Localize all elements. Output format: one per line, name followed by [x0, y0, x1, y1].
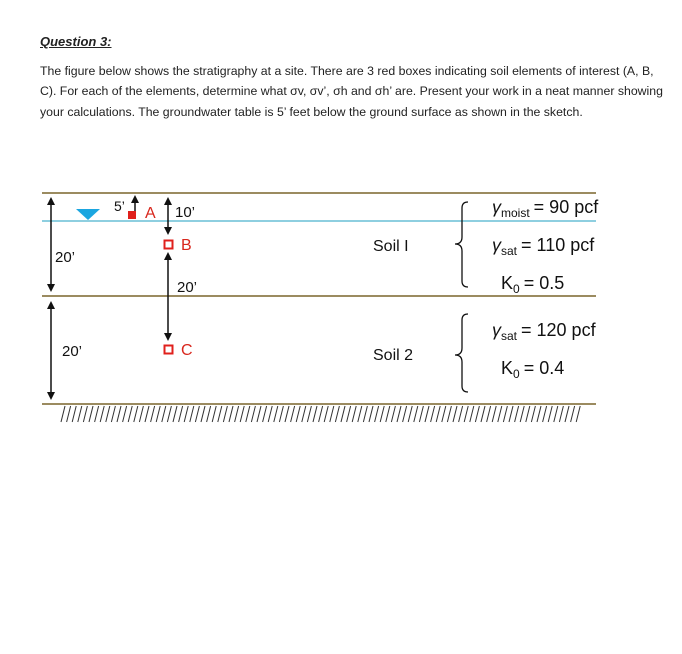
- element-a-box: [128, 211, 136, 219]
- hatch-line: [201, 406, 205, 422]
- hatch-line: [324, 406, 328, 422]
- hatch-line: [263, 406, 267, 422]
- element-a-label: A: [145, 205, 156, 222]
- element-c-box: [165, 346, 173, 354]
- hatch-line: [139, 406, 143, 422]
- question-text: The figure below shows the stratigraphy at a site. There are 3 red boxes indicating soil elements of interest (A, B, C). For each of the elements, determine what σv, σv’, σh and σh’ are. Present your work in a neat manner showing your calculations. The groundwater table is 5’ feet below the ground surface as shown in the sketch.: [40, 64, 663, 119]
- hatch-line: [431, 406, 435, 422]
- hatch-line: [453, 406, 457, 422]
- hatch-line: [565, 406, 569, 422]
- hatch-line: [408, 406, 412, 422]
- hatch-line: [285, 406, 289, 422]
- hatch-line: [363, 406, 367, 422]
- hatch-line: [291, 406, 295, 422]
- soil2-k0: $K_0 = 0.4$: [501, 358, 565, 381]
- hatch-line: [207, 406, 211, 422]
- hatch-line: [229, 406, 233, 422]
- hatch-line: [156, 406, 160, 422]
- hatch-line: [173, 406, 177, 422]
- soil1-name: Soil I: [373, 238, 409, 255]
- hatch-line: [447, 406, 451, 422]
- hatch-line: [313, 406, 317, 422]
- soil1-gamma-moist: $\gamma_{moist} = 90$ pcf: [492, 197, 599, 220]
- element-c-label: C: [181, 342, 193, 359]
- hatch-line: [78, 406, 82, 422]
- hatch-line: [576, 406, 580, 422]
- hatch-line: [330, 406, 334, 422]
- hatch-line: [151, 406, 155, 422]
- hatch-line: [414, 406, 418, 422]
- hatch-line: [67, 406, 71, 422]
- hatch-line: [464, 406, 468, 422]
- hatch-line: [397, 406, 401, 422]
- hatch-line: [419, 406, 423, 422]
- hatch-line: [106, 406, 110, 422]
- hatch-line: [167, 406, 171, 422]
- element-b-box: [165, 241, 173, 249]
- hatch-line: [380, 406, 384, 422]
- hatch-line: [520, 406, 524, 422]
- hatch-line: [425, 406, 429, 422]
- hatch-line: [235, 406, 239, 422]
- hatch-line: [302, 406, 306, 422]
- hatch-line: [162, 406, 166, 422]
- bedrock-hatch: [61, 406, 580, 422]
- hatch-line: [223, 406, 227, 422]
- hatch-line: [341, 406, 345, 422]
- hatch-line: [375, 406, 379, 422]
- hatch-line: [100, 406, 104, 422]
- hatch-line: [531, 406, 535, 422]
- soil1-brace: [455, 202, 468, 287]
- element-b-label: B: [181, 237, 192, 254]
- hatch-line: [179, 406, 183, 422]
- soil2-gamma-sat: $\gamma_{sat} = 120$ pcf: [492, 320, 596, 343]
- hatch-line: [492, 406, 496, 422]
- hatch-line: [95, 406, 99, 422]
- hatch-line: [240, 406, 244, 422]
- hatch-line: [559, 406, 563, 422]
- hatch-line: [571, 406, 575, 422]
- hatch-line: [307, 406, 311, 422]
- hatch-line: [296, 406, 300, 422]
- hatch-line: [554, 406, 558, 422]
- hatch-line: [123, 406, 127, 422]
- hatch-line: [274, 406, 278, 422]
- hatch-line: [319, 406, 323, 422]
- a-to-b-distance-label: 10’: [175, 204, 196, 221]
- soil2-brace: [455, 314, 468, 392]
- hatch-line: [537, 406, 541, 422]
- hatch-line: [246, 406, 250, 422]
- hatch-line: [134, 406, 138, 422]
- soil2-name: Soil 2: [373, 347, 414, 364]
- hatch-line: [386, 406, 390, 422]
- hatch-line: [190, 406, 194, 422]
- hatch-line: [391, 406, 395, 422]
- hatch-line: [498, 406, 502, 422]
- hatch-line: [515, 406, 519, 422]
- hatch-line: [279, 406, 283, 422]
- hatch-line: [503, 406, 507, 422]
- soil1-gamma-sat: $\gamma_{sat} = 110$ pcf: [492, 235, 595, 258]
- water-depth-label: 5’: [114, 198, 125, 214]
- hatch-line: [509, 406, 513, 422]
- hatch-line: [218, 406, 222, 422]
- hatch-line: [83, 406, 87, 422]
- hatch-line: [475, 406, 479, 422]
- hatch-line: [442, 406, 446, 422]
- hatch-line: [195, 406, 199, 422]
- soil1-k0: $K_0 = 0.5$: [501, 273, 565, 296]
- hatch-line: [403, 406, 407, 422]
- hatch-line: [117, 406, 121, 422]
- hatch-line: [436, 406, 440, 422]
- hatch-line: [268, 406, 272, 422]
- hatch-line: [335, 406, 339, 422]
- hatch-line: [72, 406, 76, 422]
- hatch-line: [369, 406, 373, 422]
- hatch-line: [145, 406, 149, 422]
- hatch-line: [128, 406, 132, 422]
- water-table-icon: [76, 209, 100, 220]
- hatch-line: [481, 406, 485, 422]
- hatch-line: [61, 406, 65, 422]
- hatch-line: [111, 406, 115, 422]
- hatch-line: [251, 406, 255, 422]
- hatch-line: [543, 406, 547, 422]
- hatch-line: [89, 406, 93, 422]
- b-to-c-distance-label: 20’: [177, 279, 198, 296]
- layer1-depth-label: 20’: [55, 249, 76, 266]
- hatch-line: [487, 406, 491, 422]
- hatch-line: [526, 406, 530, 422]
- hatch-line: [470, 406, 474, 422]
- hatch-line: [358, 406, 362, 422]
- hatch-line: [212, 406, 216, 422]
- hatch-line: [257, 406, 261, 422]
- hatch-line: [352, 406, 356, 422]
- hatch-line: [184, 406, 188, 422]
- hatch-line: [347, 406, 351, 422]
- question-title: Question 3:: [40, 34, 112, 49]
- hatch-line: [459, 406, 463, 422]
- layer2-depth-label: 20’: [62, 343, 83, 360]
- hatch-line: [548, 406, 552, 422]
